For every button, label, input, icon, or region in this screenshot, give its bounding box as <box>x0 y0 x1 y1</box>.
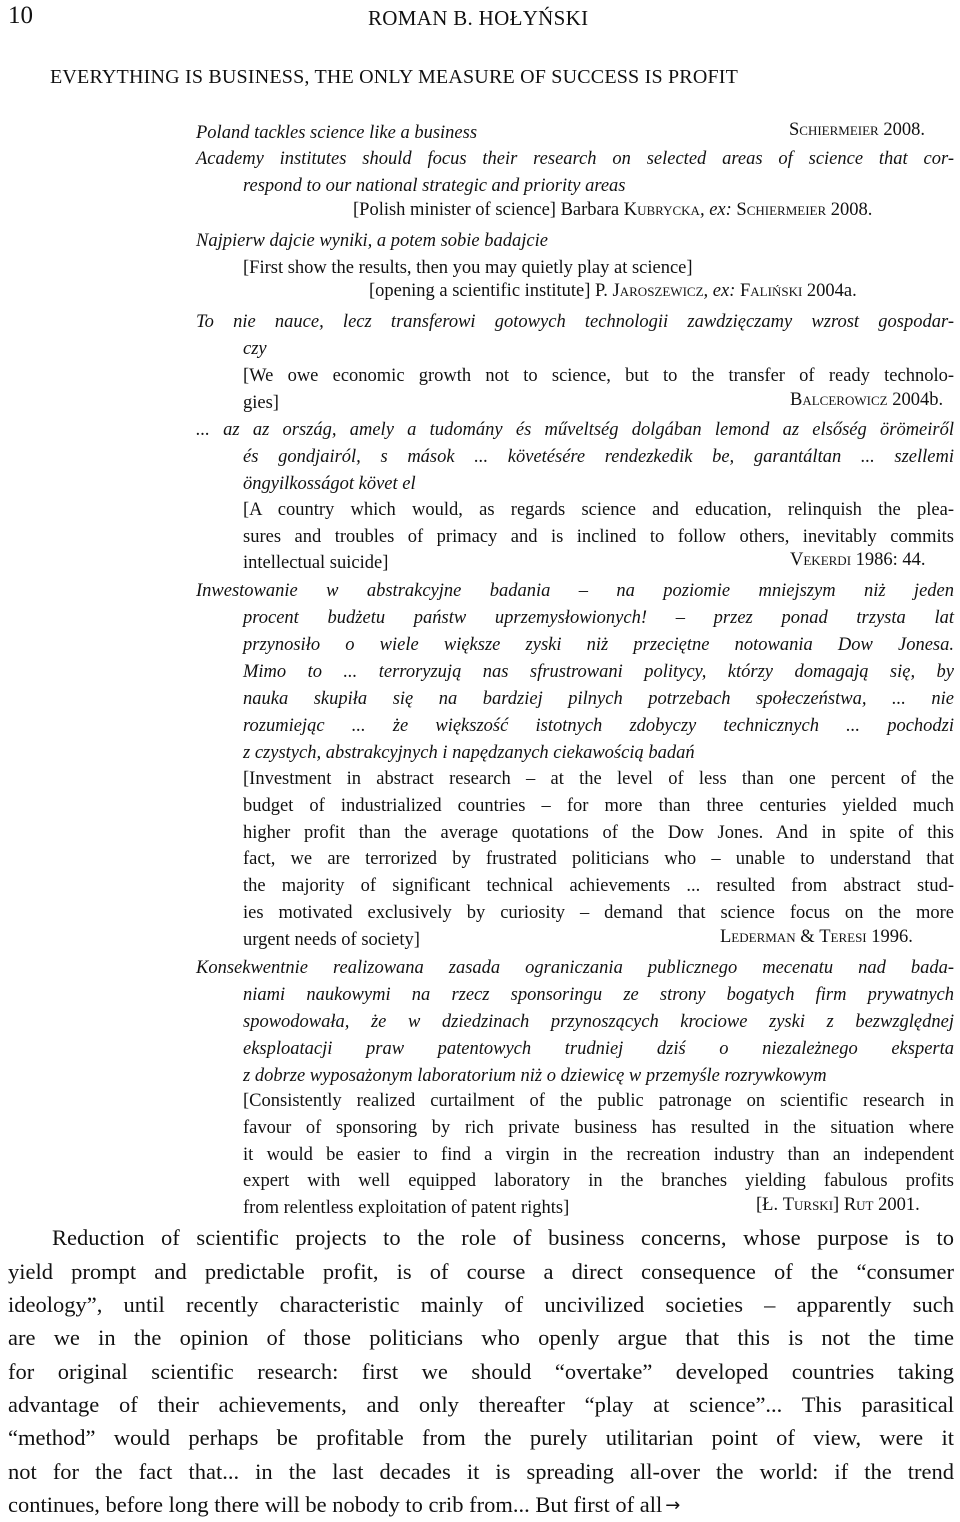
quote-5-translation-line-1: [A country which would, as regards science and education, relinquish the plea- <box>243 500 954 520</box>
body-line-9-text: continues, before long there will be nobody to crib from... But first of all <box>8 1492 663 1517</box>
body-line-1: Reduction of scientific projects to the role of business concerns, whose purpose is to <box>52 1225 954 1250</box>
quote-7-line-4: eksploatacji praw patentowych trudniej dziś o niezależnego eksperta <box>243 1039 954 1059</box>
body-line-9 <box>8 1488 680 1522</box>
quote-5-translation-line-3: intellectual suicide] <box>243 553 389 573</box>
quote-6-translation-line-4: fact, we are terrorized by frustrated politicians who – unable to understand that <box>243 849 954 869</box>
quote-7-line-2: niami naukowymi na rzecz sponsoringu ze strony bogatych firm prywatnych <box>243 985 954 1005</box>
page-number: 10 <box>8 2 33 29</box>
body-line-6: advantage of their achievements, and only thereafter “play at science”... This parasitical <box>8 1392 954 1417</box>
quote-1-citation: Schiermeier 2008. <box>789 120 925 140</box>
quote-7-translation-line-5: from relentless exploitation of patent rights] <box>243 1198 570 1218</box>
quote-6-line-5: nauka skupiła się na bardziej pilnych potrzebach społeczeństwa, ... nie <box>243 689 954 709</box>
quote-2-line-1: Academy institutes should focus their research on selected areas of science that cor- <box>196 149 954 169</box>
body-line-4: are we in the opinion of those politicians who openly argue that this is not the time <box>8 1325 954 1350</box>
quote-6-translation-line-6: ies motivated exclusively by curiosity – demand that science focus on the more <box>243 903 954 923</box>
quote-7-translation-line-3: it would be easier to find a virgin in the recreation industry than an independent <box>243 1145 954 1165</box>
quote-4-translation-line-1: [We owe economic growth not to science, but to the transfer of ready technolo- <box>243 366 954 386</box>
continuation-arrow-icon: → <box>665 1495 681 1516</box>
quote-5-translation-line-2: sures and troubles of primacy and is inclined to follow others, inevitably commits <box>243 527 954 547</box>
quote-4-line-2: czy <box>243 339 267 359</box>
quote-6-line-6: rozumiejąc ... że większość istotnych zdobyczy technicznych ... pochodzi <box>243 716 954 736</box>
quote-7-line-1: Konsekwentnie realizowana zasada ograniczania publicznego mecenatu nad bada- <box>196 958 954 978</box>
quote-7-citation: [Ł. Turski] Rut 2001. <box>756 1195 920 1215</box>
quote-7-translation-line-4: expert with well equipped laboratory in the branches yielding fabulous profits <box>243 1171 954 1191</box>
quote-5-line-3: öngyilkosságot követ el <box>243 474 416 494</box>
quote-6-line-3: przynosiło o wiele większe zyski niż przeciętne notowania Dow Jonesa. <box>243 635 954 655</box>
quote-6-translation-line-7: urgent needs of society] <box>243 930 420 950</box>
quote-5-citation: Vekerdi 1986: 44. <box>790 550 926 570</box>
section-title: EVERYTHING IS BUSINESS, THE ONLY MEASURE OF SUCCESS IS PROFIT <box>50 66 739 88</box>
quote-6-translation-line-2: budget of industrialized countries – for more than three centuries yielded much <box>243 796 954 816</box>
quote-4-citation: Balcerowicz 2004b. <box>790 390 944 410</box>
quote-5-line-2: és gondjairól, s mások ... követésére rendezkedik be, garantáltan ... szellemi <box>243 447 954 467</box>
quote-6-line-4: Mimo to ... terroryzują nas sfrustrowani politycy, którzy domagają się, by <box>243 662 954 682</box>
quote-6-line-2: procent budżetu państw uprzemysłowionych! – przez ponad trzysta lat <box>243 608 954 628</box>
quote-7-translation-line-2: favour of sponsoring by rich private business has resulted in the situation where <box>243 1118 954 1138</box>
quote-7-translation-line-1: [Consistently realized curtailment of the public patronage on scientific research in <box>243 1091 954 1111</box>
quote-3-translation: [First show the results, then you may quietly play at science] <box>243 258 693 278</box>
body-line-7: “method” would perhaps be profitable from the purely utilitarian point of view, were it <box>8 1425 954 1450</box>
quote-6-translation-line-3: higher profit than the average quotations of the Dow Jones. And in spite of this <box>243 823 954 843</box>
body-line-8: not for the fact that... in the last decades it is spreading all-over the world: if the trend <box>8 1459 954 1484</box>
quote-6-translation-line-1: [Investment in abstract research – at the level of less than one percent of the <box>243 769 954 789</box>
quote-7-line-5: z dobrze wyposażonym laboratorium niż o dziewicę w przemyśle rozrywkowym <box>243 1066 827 1086</box>
quote-2-citation: [Polish minister of science] Barbara Kubrycka, ex: Schiermeier 2008. <box>353 200 873 220</box>
quote-2-line-2: respond to our national strategic and priority areas <box>243 176 626 196</box>
quote-4-translation-line-2: gies] <box>243 393 279 413</box>
body-line-3: ideology”, until recently characteristic mainly of uncivilized societies – apparently such <box>8 1292 954 1317</box>
quote-3-citation: [opening a scientific institute] P. Jaroszewicz, ex: Faliński 2004a. <box>369 281 857 301</box>
quote-6-citation: Lederman & Teresi 1996. <box>720 927 913 947</box>
body-line-2: yield prompt and predictable profit, is of course a direct consequence of the “consumer <box>8 1259 954 1284</box>
quote-5-line-1: ... az az ország, amely a tudomány és műveltség dolgában lemond az elsőség örömeiről <box>196 420 954 440</box>
running-head: ROMAN B. HOŁYŃSKI <box>368 6 589 30</box>
body-line-5: for original scientific research: first we should “overtake” developed countries taking <box>8 1359 954 1384</box>
quote-6-translation-line-5: the majority of significant technical achievements ... resulted from abstract stud- <box>243 876 954 896</box>
quote-6-line-7: z czystych, abstrakcyjnych i napędzanych ciekawością badań <box>243 743 695 763</box>
quote-3-text: Najpierw dajcie wyniki, a potem sobie badajcie <box>196 231 548 251</box>
quote-4-line-1: To nie nauce, lecz transferowi gotowych technologii zawdzięczamy wzrost gospodar- <box>196 312 954 332</box>
quote-7-line-3: spowodowała, że w dziedzinach przynoszących krociowe zyski z bezwzględnej <box>243 1012 954 1032</box>
quote-6-line-1: Inwestowanie w abstrakcyjne badania – na poziomie mniejszym niż jeden <box>196 581 954 601</box>
quote-1-text: Poland tackles science like a business <box>196 123 478 143</box>
